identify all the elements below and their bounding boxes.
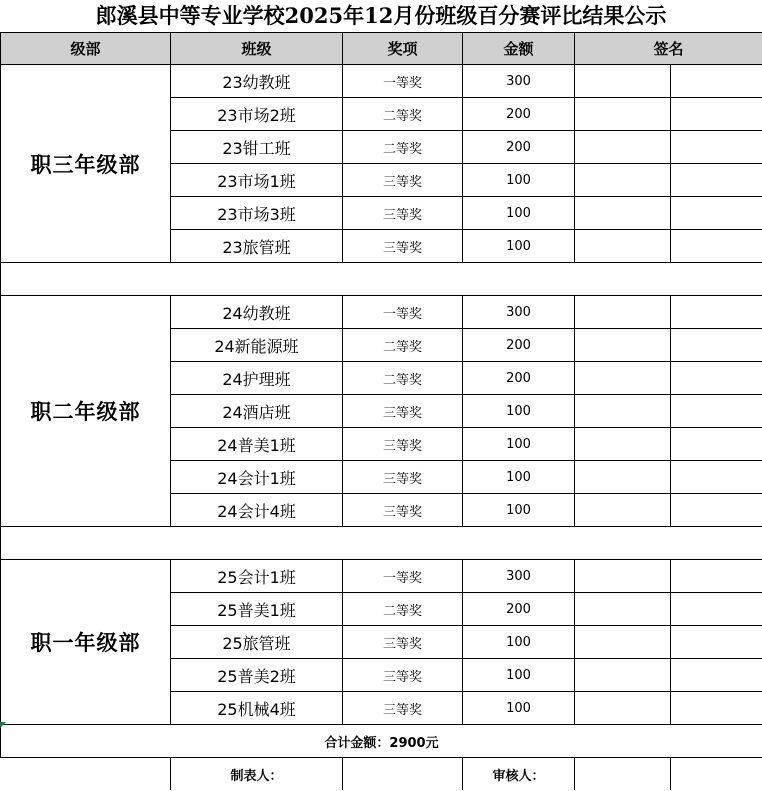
signature-cell[interactable]	[671, 329, 762, 362]
signature-cell[interactable]	[575, 131, 671, 164]
header-class: 班级	[171, 33, 343, 65]
document-title: 郎溪县中等专业学校2025年12月份班级百分赛评比结果公示	[95, 3, 667, 28]
signature-cell[interactable]	[671, 626, 762, 659]
award-cell: 一等奖	[343, 65, 463, 98]
header-row	[1, 33, 762, 65]
amount-cell: 300	[463, 65, 575, 98]
signature-cell[interactable]	[575, 329, 671, 362]
signature-cell[interactable]	[671, 65, 762, 98]
signature-cell[interactable]	[671, 494, 762, 527]
class-cell: 23市场3班	[171, 197, 343, 230]
spacer-cell	[1, 263, 762, 296]
award-cell: 一等奖	[343, 560, 463, 593]
signature-cell[interactable]	[671, 131, 762, 164]
class-cell: 25普美2班	[171, 659, 343, 692]
amount-cell: 300	[463, 296, 575, 329]
amount-cell: 200	[463, 131, 575, 164]
award-cell: 三等奖	[343, 164, 463, 197]
signature-cell[interactable]	[575, 395, 671, 428]
signature-cell[interactable]	[575, 362, 671, 395]
award-cell: 二等奖	[343, 329, 463, 362]
signature-cell[interactable]	[575, 230, 671, 263]
signature-cell[interactable]	[671, 593, 762, 626]
award-cell: 三等奖	[343, 692, 463, 725]
class-cell: 23市场1班	[171, 164, 343, 197]
amount-cell: 100	[463, 659, 575, 692]
class-cell: 25会计1班	[171, 560, 343, 593]
award-cell: 二等奖	[343, 362, 463, 395]
class-cell: 24幼教班	[171, 296, 343, 329]
class-cell: 24护理班	[171, 362, 343, 395]
maker-signature-cell[interactable]	[343, 758, 463, 791]
footer-blank	[1, 758, 171, 791]
signature-cell[interactable]	[575, 197, 671, 230]
header-award: 奖项	[343, 33, 463, 65]
reviewer-label: 审核人：	[463, 758, 575, 791]
amount-cell: 100	[463, 692, 575, 725]
signature-cell[interactable]	[575, 593, 671, 626]
class-cell: 23钳工班	[171, 131, 343, 164]
award-cell: 三等奖	[343, 494, 463, 527]
class-cell: 23旅管班	[171, 230, 343, 263]
award-cell: 一等奖	[343, 296, 463, 329]
class-cell: 25普美1班	[171, 593, 343, 626]
amount-cell: 200	[463, 593, 575, 626]
signature-cell[interactable]	[671, 230, 762, 263]
spacer-row	[1, 263, 762, 296]
dept-cell: 职一年级部	[1, 560, 171, 725]
class-cell: 24新能源班	[171, 329, 343, 362]
table-row	[1, 65, 762, 98]
award-cell: 二等奖	[343, 131, 463, 164]
award-cell: 三等奖	[343, 428, 463, 461]
signature-cell[interactable]	[575, 560, 671, 593]
amount-cell: 200	[463, 329, 575, 362]
amount-cell: 100	[463, 230, 575, 263]
signature-cell[interactable]	[575, 626, 671, 659]
award-cell: 三等奖	[343, 197, 463, 230]
signature-cell[interactable]	[671, 428, 762, 461]
amount-cell: 100	[463, 197, 575, 230]
class-cell: 25机械4班	[171, 692, 343, 725]
signature-cell[interactable]	[671, 560, 762, 593]
award-cell: 三等奖	[343, 230, 463, 263]
signature-cell[interactable]	[671, 296, 762, 329]
signature-cell[interactable]	[575, 65, 671, 98]
signature-cell[interactable]	[575, 692, 671, 725]
amount-cell: 100	[463, 164, 575, 197]
signature-cell[interactable]	[575, 428, 671, 461]
amount-cell: 100	[463, 428, 575, 461]
table-row	[1, 296, 762, 329]
class-cell: 23市场2班	[171, 98, 343, 131]
class-cell: 25旅管班	[171, 626, 343, 659]
header-dept: 级部	[1, 33, 171, 65]
signature-cell[interactable]	[575, 98, 671, 131]
award-cell: 三等奖	[343, 659, 463, 692]
award-table	[0, 32, 762, 790]
award-cell: 三等奖	[343, 626, 463, 659]
dept-cell: 职二年级部	[1, 296, 171, 527]
amount-cell: 300	[463, 560, 575, 593]
signature-cell[interactable]	[575, 296, 671, 329]
signature-cell[interactable]	[575, 659, 671, 692]
header-amount: 金额	[463, 33, 575, 65]
maker-label: 制表人：	[171, 758, 343, 791]
spacer-row	[1, 527, 762, 560]
signature-cell[interactable]	[671, 362, 762, 395]
dept-cell: 职三年级部	[1, 65, 171, 263]
signature-cell[interactable]	[671, 164, 762, 197]
cell-corner-marker	[0, 722, 6, 728]
award-cell: 三等奖	[343, 461, 463, 494]
amount-cell: 200	[463, 362, 575, 395]
reviewer-signature-cell[interactable]	[575, 758, 671, 791]
amount-cell: 200	[463, 98, 575, 131]
class-cell: 24会计1班	[171, 461, 343, 494]
signature-cell[interactable]	[575, 164, 671, 197]
total-row	[1, 725, 762, 758]
amount-cell: 100	[463, 461, 575, 494]
class-cell: 24会计4班	[171, 494, 343, 527]
signature-cell[interactable]	[671, 461, 762, 494]
award-cell: 二等奖	[343, 98, 463, 131]
signature-cell[interactable]	[671, 659, 762, 692]
award-cell: 三等奖	[343, 395, 463, 428]
amount-cell: 100	[463, 395, 575, 428]
award-cell: 二等奖	[343, 593, 463, 626]
signature-cell[interactable]	[575, 494, 671, 527]
spacer-cell	[1, 527, 762, 560]
signature-cell[interactable]	[671, 98, 762, 131]
signature-cell[interactable]	[671, 197, 762, 230]
class-cell: 24酒店班	[171, 395, 343, 428]
amount-cell: 100	[463, 494, 575, 527]
footer-blank	[671, 758, 762, 791]
footer-row	[1, 758, 762, 791]
class-cell: 23幼教班	[171, 65, 343, 98]
table-row	[1, 560, 762, 593]
signature-cell[interactable]	[671, 692, 762, 725]
class-cell: 24普美1班	[171, 428, 343, 461]
signature-cell[interactable]	[671, 395, 762, 428]
amount-cell: 100	[463, 626, 575, 659]
header-sign: 签名	[575, 33, 762, 65]
total-amount: 合计金额：2900元	[1, 725, 762, 758]
signature-cell[interactable]	[575, 461, 671, 494]
